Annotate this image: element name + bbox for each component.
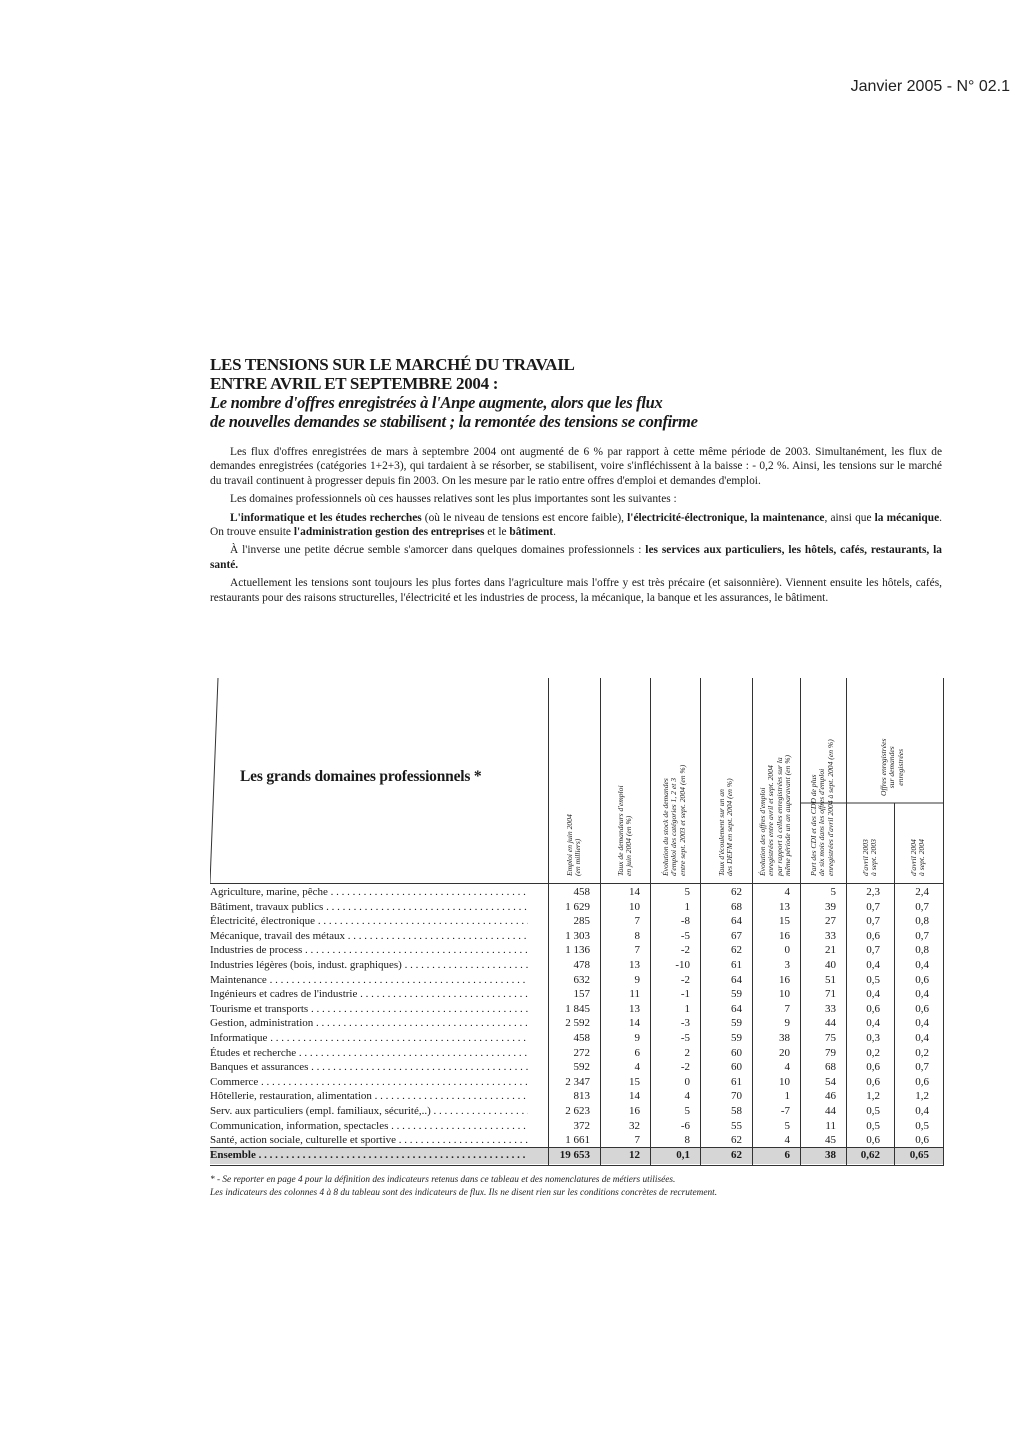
table-cell: 27: [825, 915, 836, 928]
footnote-1: * - Se reporter en page 4 pour la définition des indicateurs retenus dans ce tableau et des nomenclatures de métiers utilisées.: [210, 1175, 676, 1185]
table-cell: 12: [629, 1149, 640, 1161]
table-cell: 3: [784, 959, 790, 971]
table-cell: 14: [629, 1017, 640, 1030]
paragraph-3: [210, 511, 942, 540]
column-header-line: en juin 2004 (en %): [624, 815, 633, 876]
row-label: Mécanique, travail des métaux . . .: [210, 929, 528, 944]
table-cell: 9: [634, 973, 640, 986]
table-cell: 13: [629, 959, 640, 971]
table-cell: 62: [731, 944, 742, 957]
row-rule: [210, 1147, 943, 1148]
table-cell: 15: [629, 1075, 640, 1088]
table-cell: 7: [784, 1002, 790, 1015]
column-rule: [800, 678, 801, 1166]
column-header-line: d'avril 2003: [860, 839, 870, 876]
diagonal-left-border: [210, 678, 218, 883]
table-cell: 1 303: [565, 929, 590, 942]
column-header: [662, 765, 687, 876]
column-header: [759, 755, 793, 876]
row-label: Bâtiment, travaux publics . . .: [210, 900, 528, 915]
table-cell: -6: [680, 1119, 690, 1132]
row-label: Ingénieurs et cadres de l'industrie . . .: [210, 987, 528, 1002]
article-title-line-2: ENTRE AVRIL ET SEPTEMBRE 2004 :: [210, 374, 499, 393]
column-header-line: enregistrées entre avril et sept. 2004: [766, 765, 776, 876]
table-cell: 0,8: [915, 944, 929, 957]
p3-bold-4: l'administration gestion des entreprises: [293, 526, 485, 539]
row-label: Électricité, électronique . . .: [210, 914, 528, 929]
column-header-line: Part des CDI et des CDD de plus: [809, 774, 819, 876]
table-cell: 13: [629, 1002, 640, 1015]
table-cell: 4: [784, 1061, 790, 1074]
row-label: Industries de process . . .: [210, 943, 528, 958]
row-label: Tourisme et transports . . .: [210, 1002, 528, 1017]
table-cell: 61: [731, 1075, 742, 1088]
table-cell: 75: [825, 1032, 836, 1044]
table-cell: 0,2: [866, 1046, 880, 1059]
article-subtitle: [210, 393, 942, 431]
table-cell: 39: [825, 900, 836, 913]
p3-text-1: (où le niveau de tensions est encore faible),: [421, 511, 628, 524]
table-row: [210, 900, 943, 915]
table-cell: 0: [684, 1075, 690, 1088]
table-cell: 0,65: [909, 1149, 929, 1161]
table-cell: 62: [731, 886, 742, 898]
table-cell: 16: [629, 1105, 640, 1117]
table-cell: 592: [573, 1061, 590, 1074]
table-cell: 2 592: [565, 1017, 590, 1030]
table-cell: 40: [825, 959, 836, 971]
table-cell: 0,7: [915, 929, 929, 942]
row-label: Santé, action sociale, culturelle et sportive . . .: [210, 1133, 528, 1148]
p3-bold-1: L'informatique et les études recherches: [230, 511, 422, 524]
paragraph-5: Actuellement les tensions sont toujours les plus fortes dans l'agriculture mais l'offre y est très précaire (et saisonnière). Viennent ensuite les hôtels, cafés, restaurants pour des raisons structurelles, l'électricité et les industries de process, la mécanique, la banque et les assurances, le bâtiment.: [210, 577, 942, 604]
table-cell: -8: [680, 915, 690, 928]
column-header-line: Emploi en juin 2004: [564, 814, 574, 876]
table-cell: 0,4: [866, 1017, 880, 1030]
table-cell: 61: [731, 959, 742, 971]
table-cell: 19 653: [559, 1149, 590, 1161]
table-cell: 62: [731, 1149, 742, 1161]
table-cell: -3: [680, 1017, 690, 1030]
column-rule: [846, 678, 847, 1166]
table-cell: 1 845: [565, 1002, 590, 1015]
table-cell: 0,4: [915, 1017, 929, 1030]
table-cell: 0,5: [915, 1119, 929, 1132]
table-cell: 0,6: [915, 1134, 929, 1147]
table-header: [210, 678, 943, 883]
table-cell: 11: [629, 988, 640, 1001]
table-cell: 0,5: [866, 1119, 880, 1132]
table-cell: 0,4: [915, 988, 929, 1001]
column-header: [910, 839, 927, 876]
table-cell: -5: [680, 1032, 690, 1044]
p3-text-2: , ainsi que: [824, 511, 875, 524]
table-cell: 0,6: [866, 1134, 880, 1147]
column-header-line: (en milliers): [573, 838, 582, 876]
table-cell: 33: [825, 1002, 836, 1015]
table-cell: 0,5: [866, 1105, 880, 1117]
table-cell: 458: [573, 1032, 590, 1044]
table-cell: 5: [684, 1105, 690, 1117]
row-label: Ensemble . . .: [210, 1148, 528, 1163]
table-cell: 64: [731, 973, 742, 986]
paragraph-1: Les flux d'offres enregistrées de mars à septembre 2004 ont augmenté de 6 % par rapport à cette même période de 2003. Simultanément, les flux de demandes enregistrées (catégories 1+2+3), qui tardaient à se résorber, se stabilisent, voire s'infléchissent à la baisse : - 0,2 %. Ainsi, les tensions sur le marché du travail continuent à progresser depuis fin 2003. On les mesure par le ratio entre offres d'emploi et demandes d'emploi.: [210, 446, 942, 487]
table-row: [210, 1119, 943, 1134]
table-cell: 7: [634, 1134, 640, 1147]
table-cell: 1,2: [866, 1090, 880, 1103]
table-cell: 21: [825, 944, 836, 957]
issue-header: Janvier 2005 - N° 02.1: [850, 78, 1010, 95]
row-label: Informatique . . .: [210, 1031, 528, 1046]
table-cell: 7: [634, 915, 640, 928]
table-cell: 478: [573, 959, 590, 971]
table-cell: 0,4: [866, 988, 880, 1001]
group-header: [846, 686, 943, 796]
column-header-line: d'emploi des catégories 1, 2 et 3: [669, 777, 679, 876]
table-row: [210, 1002, 943, 1017]
p3-bold-3: la mécanique: [874, 511, 940, 524]
table-cell: 16: [779, 929, 790, 942]
column-rule: [548, 678, 549, 1166]
table-row: [210, 1133, 943, 1148]
column-header-line: Taux de demandeurs d'emploi: [615, 785, 625, 876]
column-header: [566, 814, 583, 876]
p3-bold-5: bâtiment: [509, 526, 554, 539]
column-header-line: enregistrées d'avril 2004 à sept. 2004 (en %): [826, 739, 836, 876]
table-cell: 0,6: [866, 1061, 880, 1074]
table-cell: 5: [684, 886, 690, 898]
table-cell: 46: [825, 1090, 836, 1103]
p3-text-5: .: [553, 526, 556, 539]
column-header-line: à sept. 2003: [869, 839, 878, 876]
table-cell: 2,4: [915, 886, 929, 898]
table-cell: 0,5: [866, 973, 880, 986]
table-cell: 11: [825, 1119, 836, 1132]
table-row: [210, 987, 943, 1002]
table-cell: 1: [684, 1002, 690, 1015]
table-row: [210, 929, 943, 944]
table-cell: 1: [684, 900, 690, 913]
table-cell: 4: [784, 886, 790, 898]
table-cell: 1: [784, 1090, 790, 1103]
table-cell: 8: [634, 929, 640, 942]
table-cell: 632: [573, 973, 590, 986]
table-cell: 285: [573, 915, 590, 928]
table-cell: 0,4: [915, 1105, 929, 1117]
table-cell: 372: [573, 1119, 590, 1132]
table-cell: 58: [731, 1105, 742, 1117]
table-cell: 458: [573, 886, 590, 898]
column-header: [862, 839, 879, 876]
table-row: [210, 1031, 943, 1046]
column-header: [617, 785, 634, 876]
table-cell: 0,7: [915, 900, 929, 913]
table-row: [210, 1060, 943, 1075]
row-label: Maintenance . . .: [210, 973, 528, 988]
table-cell: 6: [634, 1046, 640, 1059]
table-cell: 0,6: [915, 1075, 929, 1088]
table-cell: 33: [825, 929, 836, 942]
table-cell: 4: [784, 1134, 790, 1147]
table-cell: 71: [825, 988, 836, 1001]
column-rule: [752, 678, 753, 1166]
table-cell: 0,3: [866, 1032, 880, 1044]
table-row: [210, 943, 943, 958]
p3-text-4: et le: [484, 526, 510, 539]
table-cell: 9: [784, 1017, 790, 1030]
article-title-line-1: LES TENSIONS SUR LE MARCHÉ DU TRAVAIL: [210, 355, 575, 374]
column-header-line: par rapport à celles enregistrées sur la: [775, 757, 784, 876]
table-row: [210, 1075, 943, 1090]
table-cell: 2 623: [565, 1105, 590, 1117]
table-cell: 13: [779, 900, 790, 913]
table-cell: -1: [680, 988, 690, 1001]
table-cell: 10: [779, 1075, 790, 1088]
table-row: [210, 1016, 943, 1031]
table-cell: 6: [784, 1149, 790, 1161]
p3-bold-2: l'électricité-électronique, la maintenance: [627, 511, 825, 524]
table-cell: 70: [731, 1090, 742, 1103]
table-cell: 60: [731, 1046, 742, 1059]
column-header-line: des DEFM en sept. 2004 (en %): [725, 778, 734, 876]
domains-table: [210, 678, 943, 1168]
table-cell: 0,6: [915, 973, 929, 986]
table-row: [210, 1104, 943, 1119]
table-row: [210, 885, 943, 900]
table-cell: 44: [825, 1105, 836, 1117]
column-header-line: entre sept. 2003 et sept. 2004 (en %): [678, 764, 688, 876]
table-cell: 0,6: [866, 1002, 880, 1015]
table-cell: 59: [731, 988, 742, 1001]
table-row: [210, 958, 943, 973]
table-cell: 44: [825, 1017, 836, 1030]
group-header-text: [880, 739, 905, 796]
row-label: Agriculture, marine, pêche . . .: [210, 885, 528, 900]
table-cell: 15: [779, 915, 790, 928]
table-cell: 272: [573, 1046, 590, 1059]
table-cell: 9: [634, 1032, 640, 1044]
table-title: Les grands domaines professionnels *: [240, 768, 482, 785]
subtitle-line-2: de nouvelles demandes se stabilisent ; la remontée des tensions se confirme: [210, 412, 698, 431]
table-cell: 38: [825, 1149, 836, 1161]
table-cell: 55: [731, 1119, 742, 1132]
table-cell: 813: [573, 1090, 590, 1103]
total-row: [210, 1148, 943, 1163]
table-cell: 0,7: [915, 1061, 929, 1074]
article: [210, 355, 942, 609]
table-cell: 1,2: [915, 1090, 929, 1103]
column-header-line: d'avril 2004: [909, 839, 919, 876]
table-cell: 79: [825, 1046, 836, 1059]
table-cell: 2 347: [565, 1075, 590, 1088]
column-rule: [894, 803, 895, 1166]
row-label: Gestion, administration . . .: [210, 1016, 528, 1031]
row-rule: [210, 883, 943, 884]
table-cell: 2,3: [866, 886, 880, 898]
table-cell: 68: [731, 900, 742, 913]
group-header-line: sur demandes: [887, 746, 897, 789]
subtitle-line-1: Le nombre d'offres enregistrées à l'Anpe augmente, alors que les flux: [210, 393, 663, 412]
table-cell: -2: [680, 1061, 690, 1074]
column-rule: [600, 678, 601, 1166]
table-cell: 14: [629, 1090, 640, 1103]
table-cell: 60: [731, 1061, 742, 1074]
group-header-line: enregistrées: [895, 748, 905, 786]
table-row: [210, 1089, 943, 1104]
table-cell: 4: [684, 1090, 690, 1103]
table-cell: 0,4: [915, 1032, 929, 1044]
column-header: [718, 778, 735, 876]
table-cell: 59: [731, 1032, 742, 1044]
table-cell: -5: [680, 929, 690, 942]
table-cell: -10: [675, 959, 690, 971]
row-label: Hôtellerie, restauration, alimentation . . .: [210, 1089, 528, 1104]
row-label: Communication, information, spectacles . . .: [210, 1119, 528, 1134]
table-row: [210, 1046, 943, 1061]
table-cell: 14: [629, 886, 640, 898]
table-cell: 62: [731, 1134, 742, 1147]
table-cell: 32: [629, 1119, 640, 1132]
column-header-line: à sept. 2004: [917, 839, 927, 876]
table-cell: -2: [680, 973, 690, 986]
table-cell: 0,4: [866, 959, 880, 971]
column-header-line: même période un an auparavant (en %): [783, 754, 793, 876]
table-cell: 157: [573, 988, 590, 1001]
table-cell: 54: [825, 1075, 836, 1088]
column-header-line: Évolution du stock de demandes: [661, 778, 671, 876]
table-cell: 0: [784, 944, 790, 957]
table-cell: -7: [780, 1105, 790, 1117]
table-cell: 51: [825, 973, 836, 986]
table-cell: 16: [779, 973, 790, 986]
table-cell: 0,6: [866, 1075, 880, 1088]
p4-text-1: À l'inverse une petite décrue semble s'amorcer dans quelques domaines professionnels :: [230, 544, 646, 557]
table-cell: -2: [680, 944, 690, 957]
table-cell: 20: [779, 1046, 790, 1059]
row-label: Commerce . . .: [210, 1075, 528, 1090]
table-cell: 0,1: [676, 1149, 690, 1161]
group-header-line: Offres enregistrées: [879, 738, 888, 796]
table-cell: 67: [731, 929, 742, 942]
column-rule: [650, 678, 651, 1166]
table-cell: 0,7: [866, 915, 880, 928]
table-cell: 1 136: [565, 944, 590, 957]
table-cell: 0,7: [866, 900, 880, 913]
table-cell: 64: [731, 915, 742, 928]
paragraph-4: [210, 543, 942, 572]
table-cell: 7: [634, 944, 640, 957]
table-cell: 0,8: [915, 915, 929, 928]
table-cell: 1 661: [565, 1134, 590, 1147]
table-cell: 59: [731, 1017, 742, 1030]
table-row: [210, 973, 943, 988]
row-label: Serv. aux particuliers (empl. familiaux, sécurité,..) . . .: [210, 1104, 528, 1119]
table-cell: 5: [830, 886, 836, 898]
table-cell: 2: [684, 1046, 690, 1059]
table-cell: 4: [634, 1061, 640, 1074]
table-cell: 0,2: [915, 1046, 929, 1059]
table-cell: 5: [784, 1119, 790, 1132]
table-cell: 0,7: [866, 944, 880, 957]
table-cell: 8: [684, 1134, 690, 1147]
table-cell: 0,62: [860, 1149, 880, 1161]
row-label: Industries légères (bois, indust. graphiques) . . .: [210, 958, 528, 973]
column-rule: [943, 678, 944, 1166]
table-cell: 68: [825, 1061, 836, 1074]
row-label: Banques et assurances . . .: [210, 1060, 528, 1075]
column-header-line: de six mois dans les offres d'emploi: [817, 768, 827, 876]
table-cell: 10: [779, 988, 790, 1001]
table-cell: 10: [629, 900, 640, 913]
table-cell: 0,6: [866, 929, 880, 942]
table-row: [210, 914, 943, 929]
footnote-2: Les indicateurs des colonnes 4 à 8 du tableau sont des indicateurs de flux. Ils ne disent rien sur les conditions concrètes de recrutement.: [210, 1188, 718, 1198]
table-cell: 0,4: [915, 959, 929, 971]
p4-bold-1: les services aux particuliers, les hôtels, cafés, restaurants, la santé.: [210, 544, 942, 571]
table-cell: 64: [731, 1002, 742, 1015]
p3-text-3: . On trouve ensuite: [210, 511, 942, 539]
table-cell: 45: [825, 1134, 836, 1147]
table-cell: 1 629: [565, 900, 590, 913]
column-header-line: Taux d'écoulement sur un an: [716, 789, 726, 876]
column-rule: [700, 678, 701, 1166]
column-header: [810, 739, 835, 876]
table-cell: 0,6: [915, 1002, 929, 1015]
row-rule: [210, 1165, 943, 1166]
column-header-line: Évolution des offres d'emploi: [758, 787, 768, 876]
paragraph-2: Les domaines professionnels où ces hausses relatives sont les plus importantes sont les suivantes :: [230, 493, 677, 506]
row-label: Études et recherche . . .: [210, 1046, 528, 1061]
table-cell: 38: [779, 1032, 790, 1044]
